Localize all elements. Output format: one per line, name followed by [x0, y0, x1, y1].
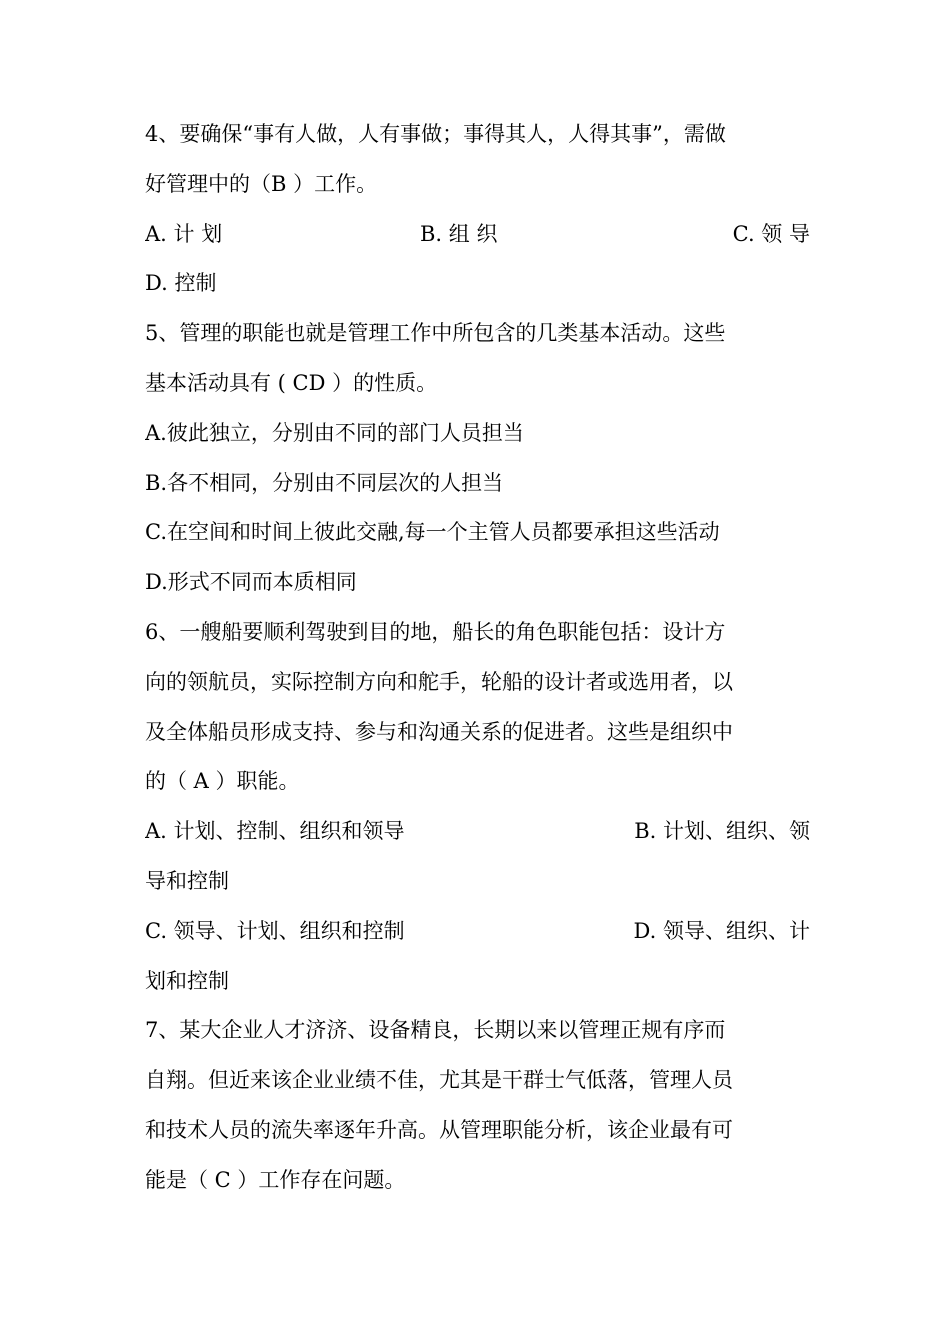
q5-stem-line-2: 基本活动具有 ( CD ）的性质。 [145, 370, 438, 395]
q5-option-b: B.各不相同，分别由不同层次的人担当 [145, 470, 504, 495]
q7-stem-line-2: 自翔。但近来该企业业绩不佳，尤其是干群士气低落，管理人员 [145, 1068, 733, 1093]
q4-options-row [145, 210, 810, 260]
q6-stem-line-3: 及全体船员形成支持、参与和沟通关系的促进者。这些是组织中 [145, 719, 733, 744]
q4-option-c: C. 领 导 [732, 221, 810, 246]
q6-option-d-continued: 划和控制 [145, 968, 229, 993]
q4-option-d: D. 控制 [145, 271, 217, 296]
q7-stem-line-1: 7、某大企业人才济济、设备精良，长期以来以管理正规有序而 [145, 1018, 726, 1043]
q6-option-d: D. 领导、组织、计 [633, 918, 810, 943]
q4-stem-line-2: 好管理中的（B ）工作。 [145, 171, 378, 196]
q7-stem-line-4: 能是（ C ）工作存在问题。 [145, 1167, 406, 1192]
q6-option-b: B. 计划、组织、领 [634, 819, 810, 844]
q4-stem-line-1: 4、要确保“事有人做，人有事做；事得其人，人得其事”，需做 [145, 122, 726, 146]
q7-stem-line-3: 和技术人员的流失率逐年升高。从管理职能分析，该企业最有可 [145, 1117, 733, 1142]
q6-stem-line-1: 6、一艘船要顺利驾驶到目的地，船长的角色职能包括：设计方 [145, 619, 726, 644]
q5-stem-line-1: 5、管理的职能也就是管理工作中所包含的几类基本活动。这些 [145, 321, 726, 346]
q6-option-b-continued: 导和控制 [145, 868, 229, 893]
q4-option-b: B. 组 织 [420, 221, 498, 246]
document-content [145, 110, 810, 1206]
q5-option-c: C.在空间和时间上彼此交融,每一个主管人员都要承担这些活动 [145, 520, 720, 545]
q5-option-d: D.形式不同而本质相同 [145, 570, 357, 595]
q6-options-row-ab [145, 807, 810, 857]
q6-option-a: A. 计划、控制、组织和领导 [145, 819, 405, 844]
q4-option-a: A. 计 划 [145, 221, 223, 246]
q5-option-a: A.彼此独立，分别由不同的部门人员担当 [145, 420, 524, 445]
q6-stem-line-4: 的（ A ）职能。 [145, 769, 300, 794]
q6-option-c: C. 领导、计划、组织和控制 [145, 918, 405, 943]
q6-options-row-cd [145, 907, 810, 957]
q6-stem-line-2: 向的领航员，实际控制方向和舵手，轮船的设计者或选用者，以 [145, 669, 733, 694]
